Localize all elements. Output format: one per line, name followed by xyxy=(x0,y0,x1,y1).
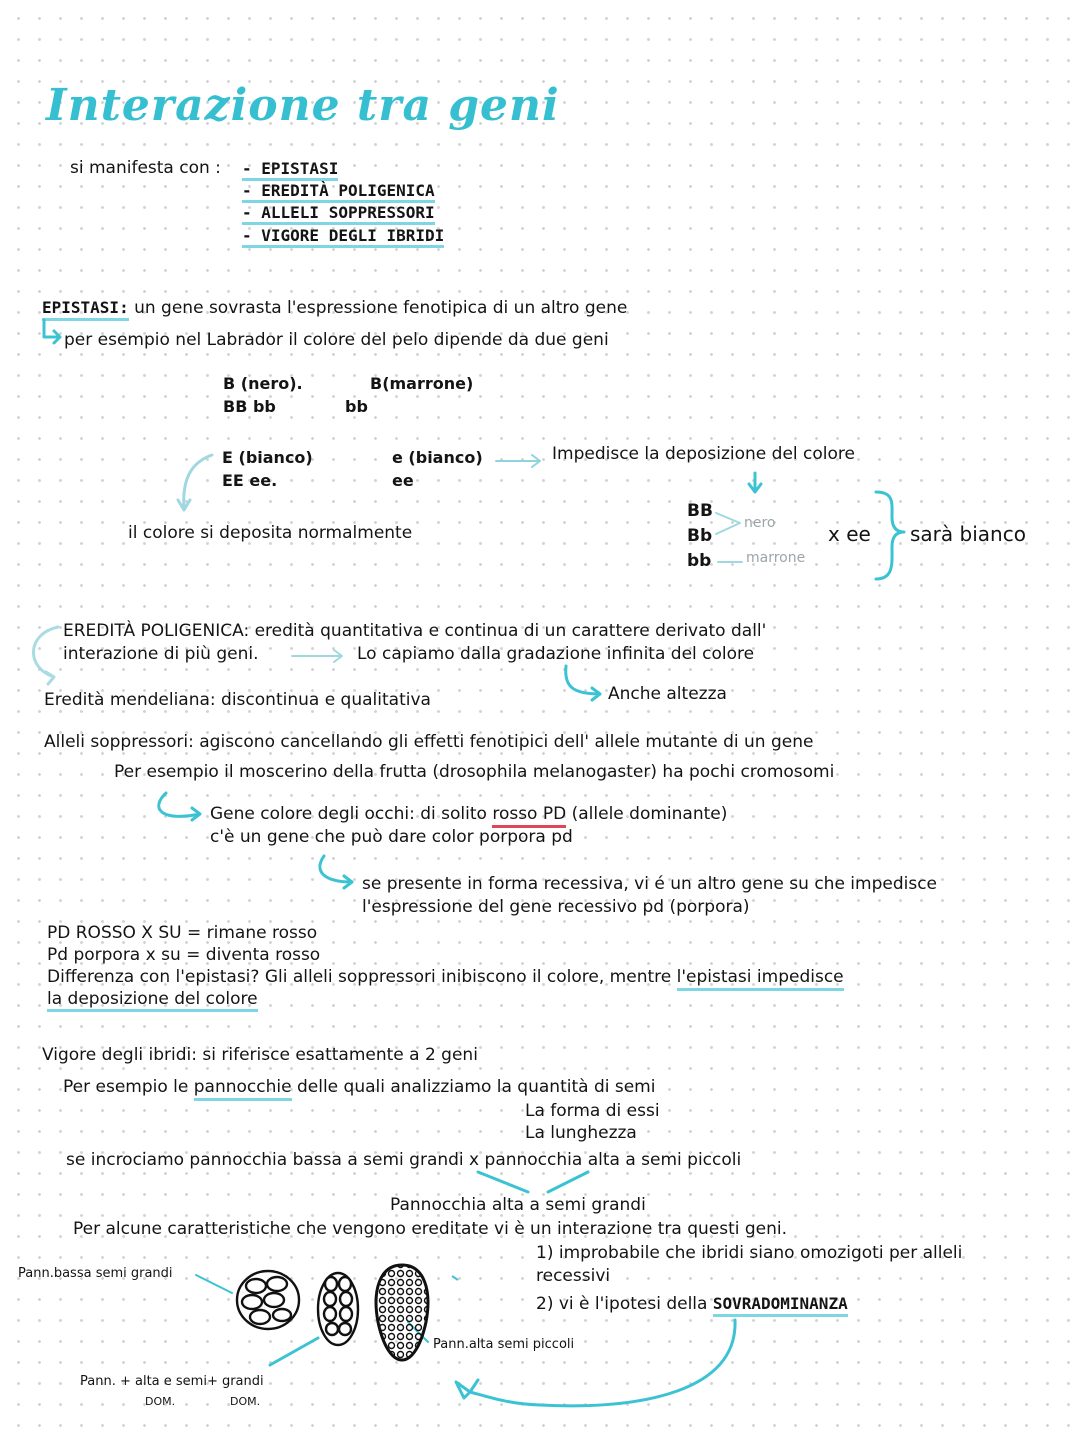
impedisce-arrow-icon xyxy=(496,455,540,467)
soppressori-definition: Alleli soppressori: agiscono cancellando gli effetti fenotipici dell' allele mutante di un gene xyxy=(44,732,814,752)
gene-colore-text: Gene colore degli occhi: di solito xyxy=(210,804,493,824)
corncob-hybrid xyxy=(318,1273,358,1345)
corncob-short-large-seeds xyxy=(237,1271,299,1329)
differenza-line2: la deposizione del colore xyxy=(47,991,258,1012)
marrone-label: marrone xyxy=(746,550,806,566)
e-rec-label: e (bianco) xyxy=(392,448,483,467)
genotype-bb: bb xyxy=(687,551,712,571)
allele-dominante-text: (allele dominante) xyxy=(566,804,728,824)
x-ee-label: x ee xyxy=(828,522,871,546)
incrocio-right-line-icon xyxy=(548,1172,588,1192)
impedisce-down-arrow-icon xyxy=(749,473,761,492)
epistasi-impedisce: l'epistasi impedisce xyxy=(677,967,844,991)
e-bianco-genotype: EE ee. xyxy=(222,471,278,490)
caratteristiche-text: Per alcune caratteristiche che vengono ereditate vi è un interazione tra questi geni. xyxy=(73,1219,788,1239)
soppressori-example: Per esempio il moscerino della frutta (drosophila melanogaster) ha pochi cromosomi xyxy=(114,762,835,782)
intro-item-soppressori: - ALLELI SOPPRESSORI xyxy=(242,205,435,225)
pd-porpora-rule: Pd porpora x su = diventa rosso xyxy=(47,945,321,965)
punto1-line2: recessivi xyxy=(536,1266,611,1286)
page-title: Interazione tra geni xyxy=(46,80,560,131)
label-pann-ibrido: Pann. + alta e semi+ grandi xyxy=(80,1374,264,1389)
b-marrone-genotype: bb xyxy=(345,397,368,416)
recessiva-line2: l'espressione del gene recessivo pd (porpora) xyxy=(362,897,750,917)
poligenica-line2: interazione di più geni. xyxy=(63,644,259,664)
ibrido-pointer-icon xyxy=(270,1338,318,1365)
capiamo-arrow-icon xyxy=(292,650,342,662)
punto2-text: 2) vi è l'ipotesi della xyxy=(536,1294,713,1314)
poligenica-loop-arrow-icon xyxy=(33,627,58,684)
poligenica-altezza: Anche altezza xyxy=(608,684,727,704)
b-marrone-label: B(marrone) xyxy=(370,374,474,393)
dom-label-2: DOM. xyxy=(230,1395,261,1408)
mendeliana-text: Eredità mendeliana: discontinua e qualitativa xyxy=(44,690,431,710)
altezza-arrow-icon xyxy=(566,666,600,700)
rosso-pd-label: rosso PD xyxy=(492,804,566,828)
e-bianco-label: E (bianco) xyxy=(222,448,313,467)
corncob-tall-small-seeds xyxy=(376,1265,428,1360)
epistasi-example: per esempio nel Labrador il colore del pelo dipende da due geni xyxy=(64,330,609,350)
vigore-definition: Vigore degli ibridi: si riferisce esattamente a 2 geni xyxy=(42,1045,478,1065)
intro-lead: si manifesta con : xyxy=(70,158,221,178)
b-nero-genotype: BB bb xyxy=(223,397,276,416)
deposita-arrow-icon xyxy=(178,455,212,510)
nero-connector-icon xyxy=(716,513,740,534)
lunghezza-text: La lunghezza xyxy=(525,1123,637,1143)
b-nero-label: B (nero). xyxy=(223,374,303,393)
recessiva-line1: se presente in forma recessiva, vi é un altro gene su che impedisce xyxy=(362,874,938,894)
epistasi-arrow-icon xyxy=(44,320,60,343)
brace-icon xyxy=(876,492,904,579)
label-pann-bassa: Pann.bassa semi grandi xyxy=(18,1266,173,1281)
dom-label-1: DOM. xyxy=(145,1395,176,1408)
gene-colore-arrow-icon xyxy=(159,793,200,820)
e-rec-genotype: ee xyxy=(392,471,414,490)
vigore-example-a: Per esempio le xyxy=(63,1077,194,1097)
pd-rosso-rule: PD ROSSO X SU = rimane rosso xyxy=(47,923,318,943)
sara-bianco-label: sarà bianco xyxy=(910,522,1026,546)
nero-label: nero xyxy=(744,515,776,531)
epistasi-def-text: un gene sovrasta l'espressione fenotipica di un altro gene xyxy=(128,298,628,318)
intro-item-poligenica: - EREDITÀ POLIGENICA xyxy=(242,183,435,203)
poligenica-line1: EREDITÀ POLIGENICA: eredità quantitativa e continua di un carattere derivato dall' xyxy=(63,621,767,641)
differenza-text: Differenza con l'epistasi? Gli alleli soppressori inibiscono il colore, mentre xyxy=(47,967,677,987)
incrocio-text: se incrociamo pannocchia bassa a semi grandi x pannocchia alta a semi piccoli xyxy=(66,1150,742,1170)
recessiva-arrow-icon xyxy=(320,856,352,888)
genotype-Bb: Bb xyxy=(687,526,713,546)
intro-item-vigore: - VIGORE DEGLI IBRIDI xyxy=(242,228,444,248)
deposita-text: il colore si deposita normalmente xyxy=(128,523,413,543)
impedisce-text: Impedisce la deposizione del colore xyxy=(552,444,855,464)
porpora-text: c'è un gene che può dare color porpora pd xyxy=(210,827,573,847)
vigore-example-c: delle quali analizziamo la quantità di semi xyxy=(291,1077,656,1097)
pannocchie-word: pannocchie xyxy=(194,1077,292,1101)
epistasi-term: EPISTASI: xyxy=(42,298,129,321)
incrocio-left-line-icon xyxy=(478,1172,528,1192)
label-pann-alta: Pann.alta semi piccoli xyxy=(433,1337,575,1352)
genotype-BB: BB xyxy=(687,501,713,521)
poligenica-capiamo: Lo capiamo dalla gradazione infinita del colore xyxy=(357,644,755,664)
risultato-text: Pannocchia alta a semi grandi xyxy=(390,1195,646,1215)
sovradominanza-term: SOVRADOMINANZA xyxy=(713,1294,848,1317)
intro-item-epistasi: - EPISTASI xyxy=(242,161,338,181)
punto1-line1: 1) improbabile che ibridi siano omozigoti per alleli xyxy=(536,1243,963,1263)
forma-text: La forma di essi xyxy=(525,1101,660,1121)
sovradominanza-return-arrow-icon xyxy=(456,1320,735,1406)
bassa-pointer-icon xyxy=(196,1275,232,1293)
